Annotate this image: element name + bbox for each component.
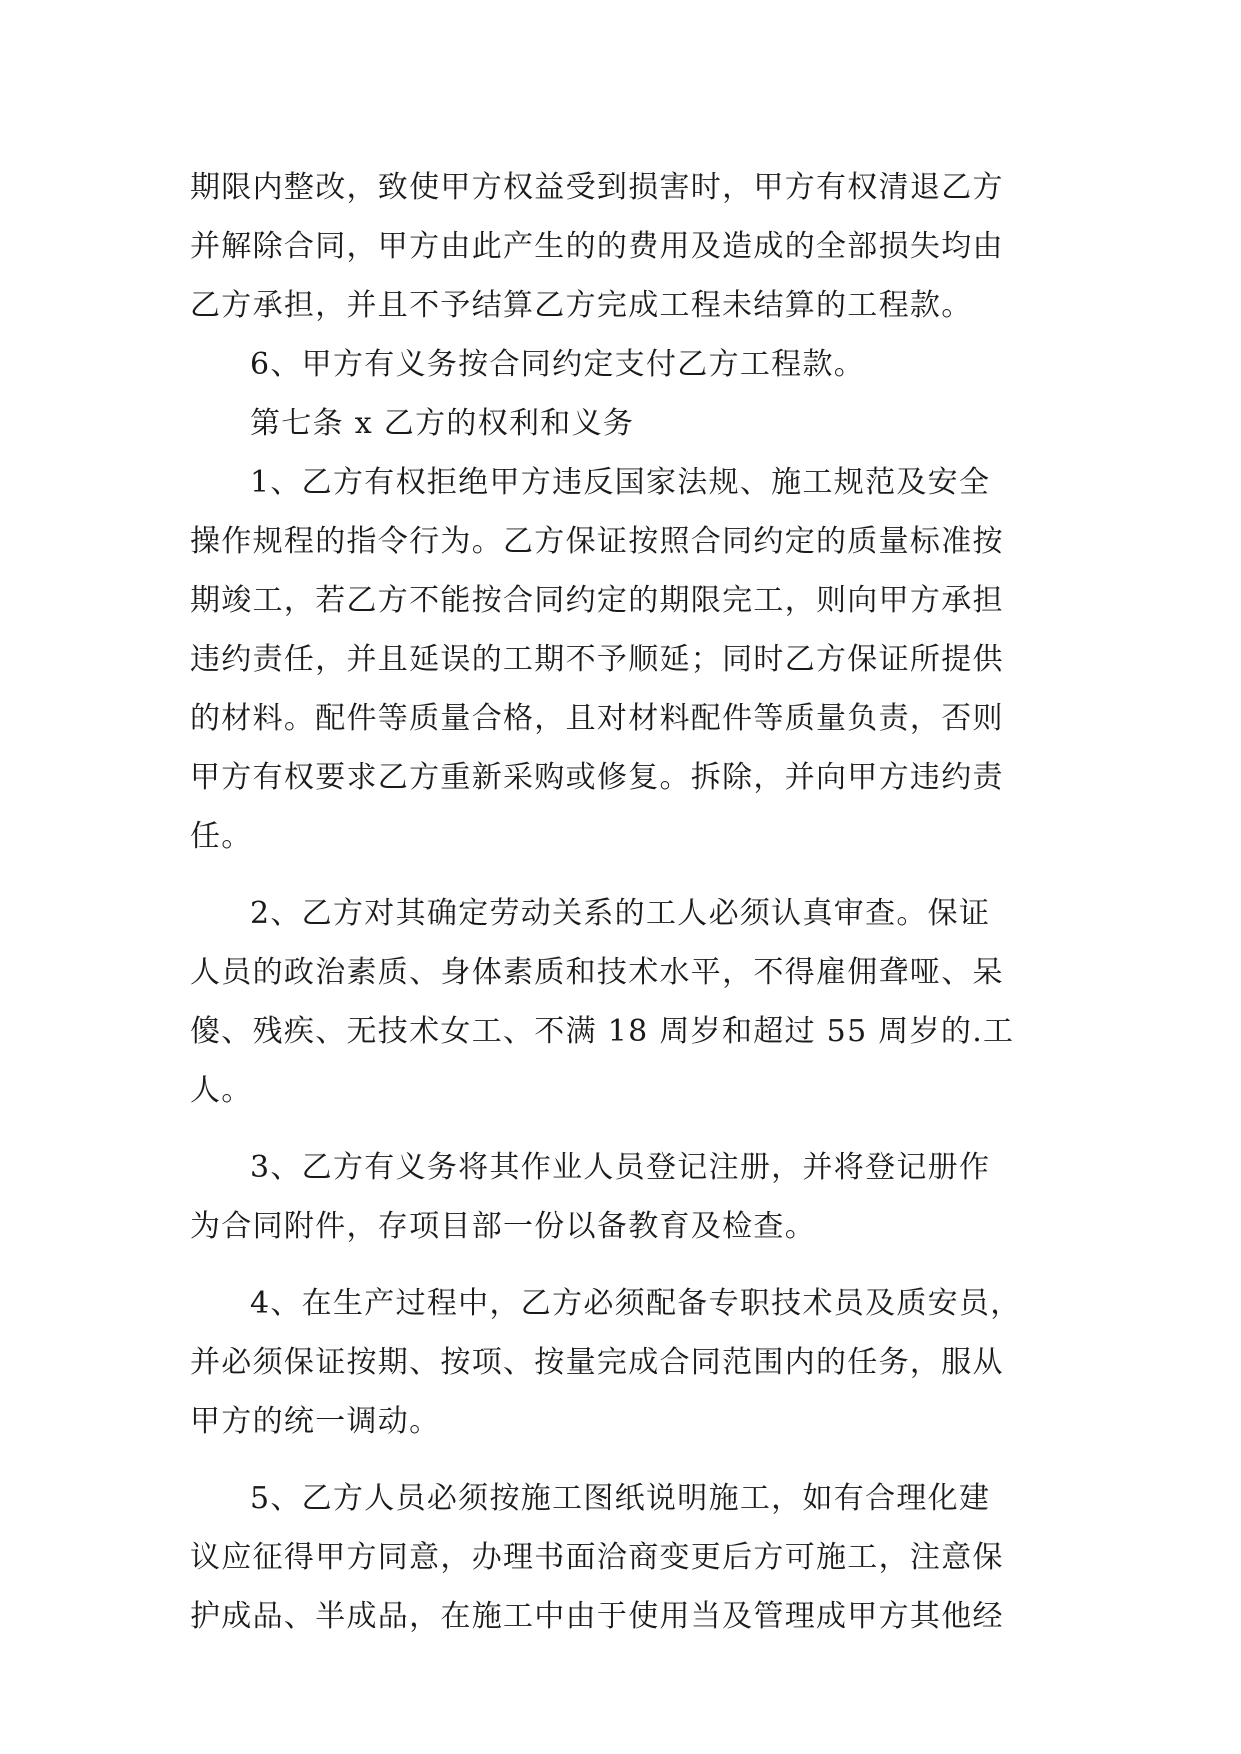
text-line: 乙方承担，并且不予结算乙方完成工程未结算的工程款。: [190, 288, 973, 323]
text-line: 5、乙方人员必须按施工图纸说明施工，如有合理化建: [250, 1481, 991, 1516]
text-line: 甲方有权要求乙方重新采购或修复。拆除，并向甲方违约责: [190, 760, 1004, 795]
paragraph-spacer: [190, 866, 1050, 884]
paragraph-spacer: [190, 1120, 1050, 1138]
paragraph: [190, 158, 1050, 335]
text-line: 护成品、半成品，在施工中由于使用当及管理成甲方其他经: [190, 1599, 1004, 1634]
text-line: 2、乙方对其确定劳动关系的工人必须认真审查。保证: [250, 896, 991, 931]
text-line: 期限内整改，致使甲方权益受到损害时，甲方有权清退乙方: [190, 170, 1004, 205]
text-line: 人。: [190, 1073, 253, 1108]
text-line: 傻、残疾、无技术女工、不满 18 周岁和超过 55 周岁的.工: [190, 1014, 1015, 1049]
text-line: 4、在生产过程中，乙方必须配备专职技术员及质安员，: [250, 1286, 1022, 1321]
paragraph: [190, 884, 1050, 1120]
paragraph: [190, 1138, 1050, 1256]
paragraph: [190, 394, 1050, 453]
text-line: 并解除合同，甲方由此产生的的费用及造成的全部损失均由: [190, 229, 1004, 264]
paragraph: [190, 335, 1050, 394]
paragraph: [190, 453, 1050, 866]
text-line: 第七条 x 乙方的权利和义务: [250, 406, 635, 441]
text-line: 人员的政治素质、身体素质和技术水平，不得雇佣聋哑、呆: [190, 955, 1004, 990]
text-line: 为合同附件，存项目部一份以备教育及检查。: [190, 1209, 816, 1244]
text-line: 期竣工，若乙方不能按合同约定的期限完工，则向甲方承担: [190, 583, 1004, 618]
document-body: [190, 158, 1050, 1646]
paragraph-spacer: [190, 1451, 1050, 1469]
text-line: 6、甲方有义务按合同约定支付乙方工程款。: [250, 347, 866, 382]
text-line: 任。: [190, 819, 253, 854]
text-line: 并必须保证按期、按项、按量完成合同范围内的任务，服从: [190, 1345, 1004, 1380]
paragraph: [190, 1469, 1050, 1646]
text-line: 3、乙方有义务将其作业人员登记注册，并将登记册作: [250, 1150, 991, 1185]
text-line: 违约责任，并且延误的工期不予顺延；同时乙方保证所提供: [190, 642, 1004, 677]
text-line: 议应征得甲方同意，办理书面洽商变更后方可施工，注意保: [190, 1540, 1004, 1575]
paragraph: [190, 1274, 1050, 1451]
text-line: 的材料。配件等质量合格，且对材料配件等质量负责，否则: [190, 701, 1004, 736]
text-line: 1、乙方有权拒绝甲方违反国家法规、施工规范及安全: [250, 465, 991, 500]
text-line: 甲方的统一调动。: [190, 1404, 441, 1439]
text-line: 操作规程的指令行为。乙方保证按照合同约定的质量标准按: [190, 524, 1004, 559]
paragraph-spacer: [190, 1256, 1050, 1274]
